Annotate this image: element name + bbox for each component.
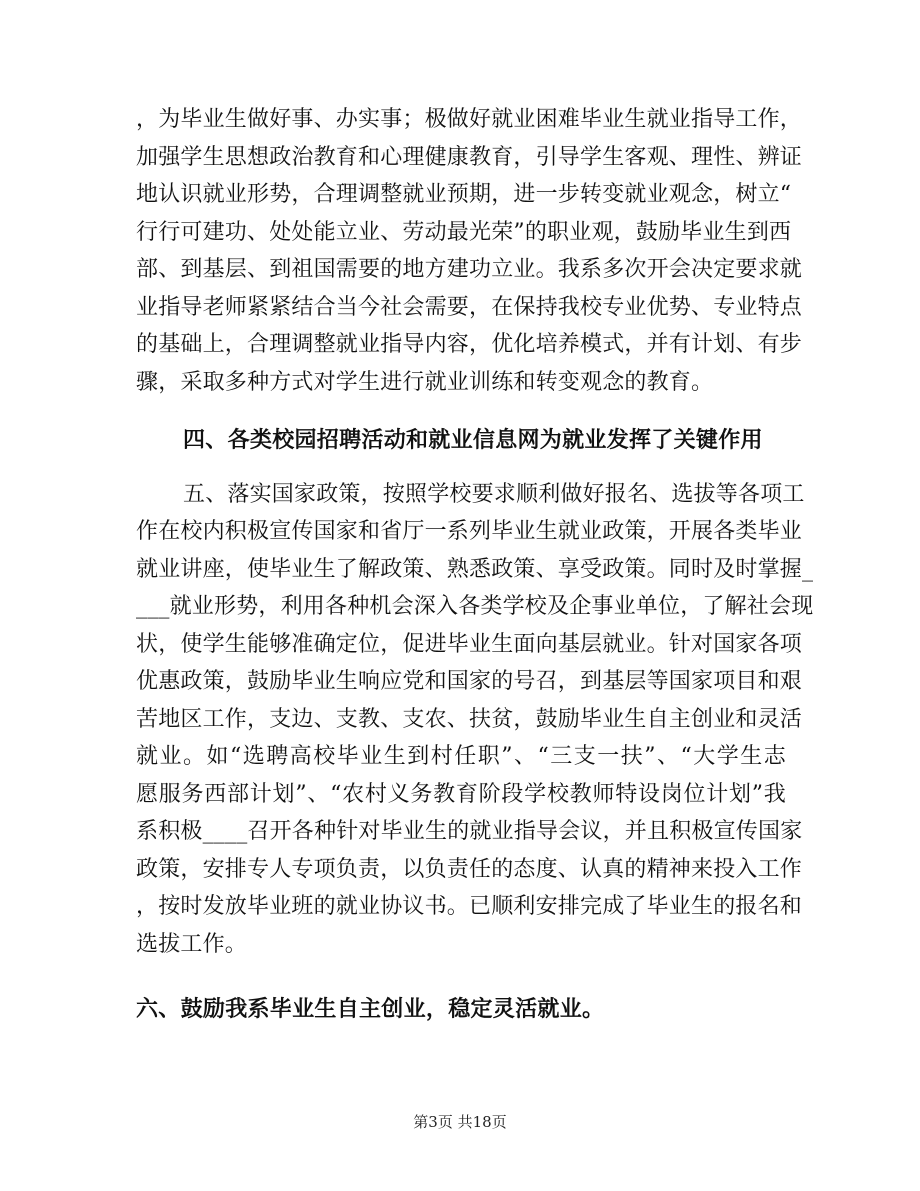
paragraph-line: 就业讲座，使毕业生了解政策、熟悉政策、享受政策。同时及时掌握_ [136,557,814,582]
paragraph-line: ___就业形势，利用各种机会深入各类学校及企事业单位，了解社会现 [136,594,814,619]
paragraph-line: ，为毕业生做好事、办实事；极做好就业困难毕业生就业指导工作， [136,107,803,132]
paragraph-line: 五、落实国家政策，按照学校要求顺利做好报名、选拔等各项工 [183,482,805,507]
paragraph-line: 就业。如“选聘高校毕业生到村任职”、“三支一扶”、“大学生志 [136,744,786,769]
paragraph-line: 愿服务西部计划”、“农村义务教育阶段学校教师特设岗位计划”我 [136,782,786,807]
paragraph-line: 地认识就业形势，合理调整就业预期，进一步转变就业观念，树立“ [136,182,792,207]
paragraph-line: 加强学生思想政治教育和心理健康教育，引导学生客观、理性、辨证 [136,145,803,170]
paragraph-line: 的基础上，合理调整就业指导内容，优化培养模式，并有计划、有步 [136,332,803,357]
section-heading-4: 四、各类校园招聘活动和就业信息网为就业发挥了关键作用 [183,427,763,453]
paragraph-line: ，按时发放毕业班的就业协议书。已顺利安排完成了毕业生的报名和 [136,894,803,919]
paragraph-line: 骤，采取多种方式对学生进行就业训练和转变观念的教育。 [136,370,714,395]
paragraph-line: 部、到基层、到祖国需要的地方建功立业。我系多次开会决定要求就 [136,257,803,282]
section-heading-6: 六、鼓励我系毕业生自主创业，稳定灵活就业。 [136,996,605,1022]
paragraph-line: 业指导老师紧紧结合当今社会需要，在保持我校专业优势、专业特点 [136,295,803,320]
paragraph-line: 苦地区工作，支边、支教、支农、扶贫，鼓励毕业生自主创业和灵活 [136,707,803,732]
paragraph-line: 政策，安排专人专项负责，以负责任的态度、认真的精神来投入工作 [136,857,803,882]
paragraph-line: 选拔工作。 [136,932,248,957]
page-number: 第3页 共18页 [413,1113,507,1131]
paragraph-line: 行行可建功、处处能立业、劳动最光荣”的职业观，鼓励毕业生到西 [136,220,792,245]
paragraph-line: 优惠政策，鼓励毕业生响应党和国家的号召，到基层等国家项目和艰 [136,669,803,694]
paragraph-line: 状，使学生能够准确定位，促进毕业生面向基层就业。针对国家各项 [136,632,803,657]
paragraph-line: 系积极____召开各种针对毕业生的就业指导会议，并且积极宣传国家 [136,819,803,844]
paragraph-line: 作在校内积极宣传国家和省厅一系列毕业生就业政策，开展各类毕业 [136,519,803,544]
